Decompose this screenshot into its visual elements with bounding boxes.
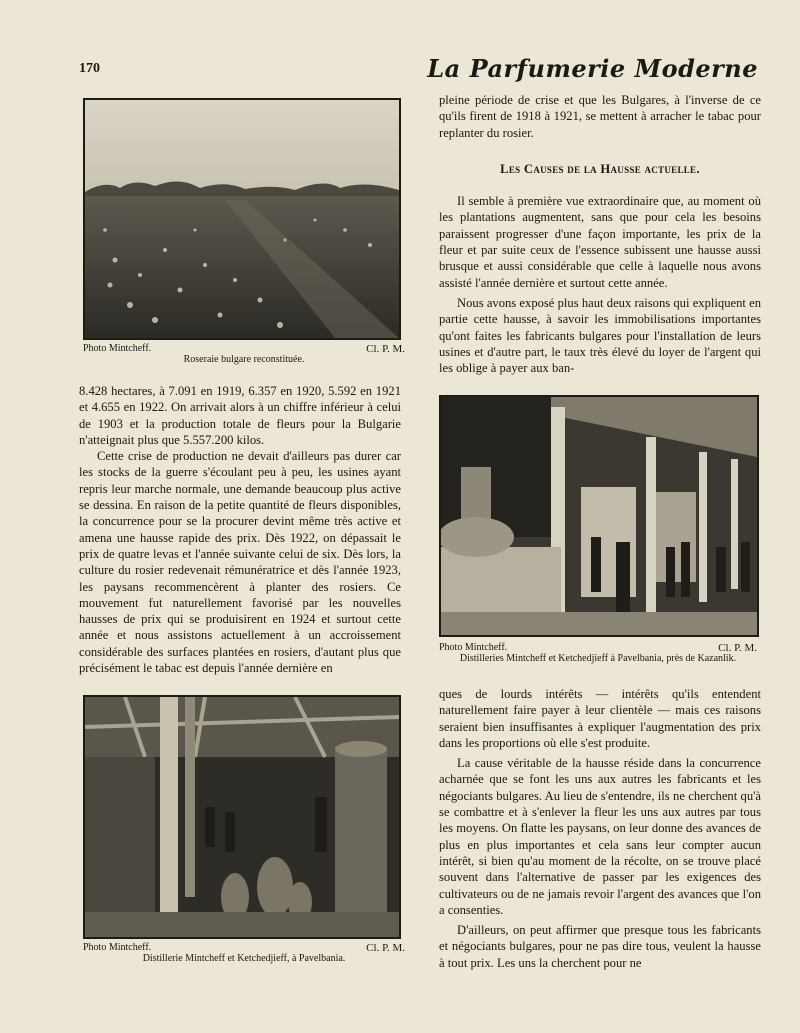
paragraph: 8.428 hectares, à 7.091 en 1919, 6.357 en 1920, 5.592 en 1921 et 4.655 en 1922. On arrivait alors à un chiffre inférieur à celui de 1903 et la production totale de fleurs pour la Bulgarie n'atteignait plus que 5.557.200 kilos.	[79, 384, 401, 447]
section-heading: Les Causes de la Hausse actuelle.	[500, 161, 700, 176]
paragraph: D'ailleurs, on peut affirmer que presque tous les fabricants et négociants bulgares, pour ne pas dire tous, veulent la hausse à tout prix. Les uns la cherchent pour ne	[439, 923, 761, 970]
caption-title: Distillerie Mintcheff et Ketchedjieff, à Pavelbania.	[142, 953, 346, 964]
running-title: La Parfumerie Moderne	[427, 54, 758, 83]
photo-distillery-interior	[83, 695, 401, 939]
cliche-credit: Cl. P. M.	[366, 942, 405, 954]
caption-title: Roseraie bulgare reconstituée.	[183, 354, 305, 365]
photo-credit: Photo Mintcheff.	[83, 942, 152, 953]
photo-rose-field	[83, 98, 401, 340]
photo-distilleries-exterior	[439, 395, 759, 637]
paragraph: La cause véritable de la hausse réside dans la concurrence acharnée que se font les uns aux autres les fabricants et les négociants bulgares. Au lieu de s'entendre, ils ne cherchent qu'à se combattre et à s'enlever la fleur les uns aux autres par tous les moyens. On flatte les paysans, on leur donne des avances de plus en plus importantes et cela sans leur compter aucun intérêt, si bien qu'au moment de la récolte, on se trouve placé souvent dans l'alternative de passer par les exigences des cultivateurs ou de ne jamais revoir l'argent des avances que l'on a consenties.	[439, 756, 761, 917]
paragraph: pleine période de crise et que les Bulgares, à l'inverse de ce qu'ils firent de 1918 à 1921, se mettent à arracher le tabac pour replanter du rosier.	[439, 93, 761, 140]
page-number: 170	[79, 61, 100, 76]
caption-title: Distilleries Mintcheff et Ketchedjieff à Pavelbania, près de Kazanlik.	[459, 653, 737, 664]
cliche-credit: Cl. P. M.	[718, 642, 757, 654]
photo-credit: Photo Mintcheff.	[83, 343, 152, 354]
paragraph: Cette crise de production ne devait d'ailleurs pas durer car les stocks de la guerre s'écoulant peu à peu, les usines ayant repris leur marche normale, une demande beaucoup plus active se dessina. En raison de la petite quantité de fleurs disponibles, la concurrence pour se la procurer devint même très active et amena une hausse rapide des prix. Dès 1922, on dépassait le prix de quatre levas et l'année suivante celui de six. Dès lors, la culture du rosier redevenait rémunératrice et dès l'année 1923, les paysans recommencèrent à planter des rosiers. Ce mouvement fut naturellement favorisé par les nouvelles hausses de prix qui se produisirent en 1924 et surtout cette année et nous assistons actuellement à un accroissement considérable des surfaces plantées en rosiers, d'autant plus que précisément le tabac est depuis l'année dernière en	[79, 449, 401, 676]
cliche-credit: Cl. P. M.	[366, 343, 405, 355]
photo-credit: Photo Mintcheff.	[439, 642, 508, 653]
right-column-top-text	[439, 92, 761, 376]
paragraph: Il semble à première vue extraordinaire que, au moment où les plantations augmentent, sans que pour cela les besoins paraissent progresser d'une façon importante, les prix de la fleur et par suite ceux de l'essence subissent une hausse aussi brusque et aussi considérable que celle à laquelle nous avons assisté l'année dernière et surtout cette année.	[439, 194, 761, 290]
right-column-bottom-text	[439, 686, 761, 971]
left-column-text	[79, 383, 401, 676]
paragraph: Nous avons exposé plus haut deux raisons qui expliquent en partie cette hausse, à savoir les immobilisations importantes qu'ont faites les fabricants bulgares pour l'installation de leurs usines et d'autre part, le taux très élevé du loyer de l'argent qui les oblige à payer aux ban-	[439, 295, 761, 376]
paragraph: ques de lourds intérêts — intérêts qu'ils entendent naturellement faire payer à leur clientèle — mais ces raisons seraient bien insuffisantes à expliquer l'augmentation des prix dans les proportions où elle s'est produite.	[439, 687, 761, 750]
